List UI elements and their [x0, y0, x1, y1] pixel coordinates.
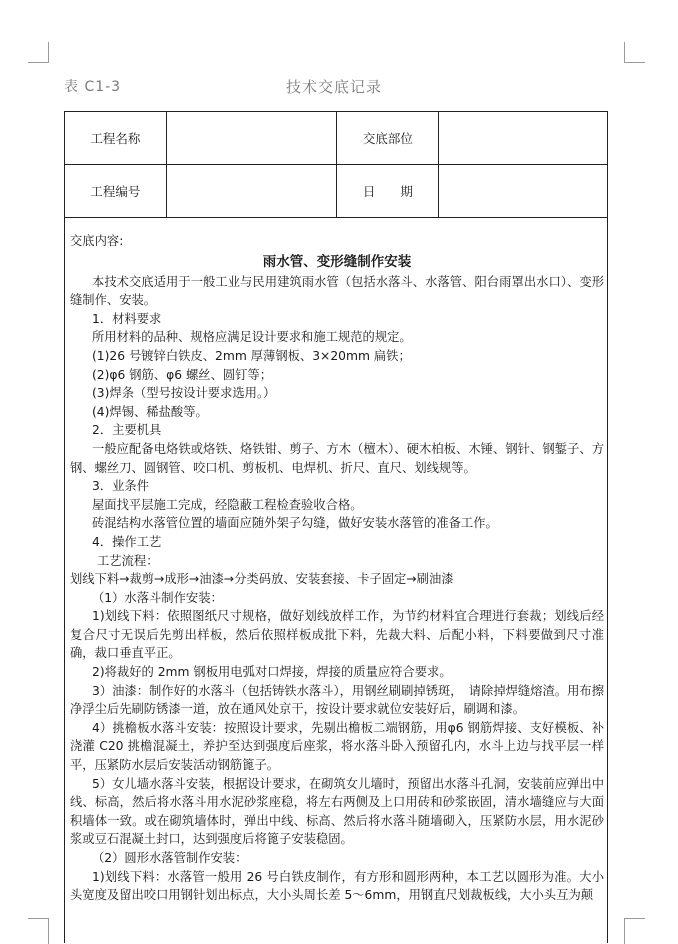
- project-no-value[interactable]: [166, 165, 337, 218]
- procedure-paragraph-5: 5）女儿墙水落斗安装，根据设计要求，在砌筑女儿墙时，预留出水落斗孔洞，安装前应弹出中线、标高，然后将水落斗用水泥砂浆座稳，将左右两侧及上口用砖和砂浆嵌固，清水墙缝应与大面积墙体一致。或在砌筑墙体时，弹出中线、标高、然后将水落斗随墙砌入，压紧防水层，用水泥砂浆或豆石混凝土封口，达到强度后将篦子安装稳固。: [70, 776, 604, 847]
- document-title: 技术交底记录: [286, 78, 383, 96]
- disclosure-content: [70, 232, 604, 905]
- crop-mark-bottom-right: [624, 918, 645, 944]
- date-value[interactable]: [439, 165, 607, 218]
- section-4-title: 4．操作工艺: [92, 534, 162, 549]
- form-number: 表 C1-3: [64, 79, 122, 95]
- info-row-2: [65, 165, 607, 218]
- subsection-2-title: （2）圆形水落管制作安装：: [92, 851, 248, 865]
- section-1-title: 1．材料要求: [92, 311, 162, 326]
- material-item-2: (2)φ6 钢筋、φ6 螺丝、圆钉等；: [92, 367, 273, 382]
- date-label: 日 期: [337, 165, 439, 218]
- info-row-1: [65, 112, 607, 165]
- crop-mark-bottom-left: [28, 918, 49, 944]
- crop-mark-top-left: [28, 42, 49, 63]
- location-label: 交底部位: [337, 112, 439, 165]
- project-name-label: 工程名称: [65, 112, 166, 165]
- tools-paragraph: 一般应配备电烙铁或烙铁、烙铁钳、剪子、方木（檀木）、硬木柏板、木锤、钢针、钢錾子、方钢、螺丝刀、圆钢管、咬口机、剪板机、电焊机、折尺、直尺、划线规等。: [70, 441, 604, 475]
- section-2-title: 2．主要机具: [92, 423, 162, 438]
- subsection-1-title: （1）水落斗制作安装：: [92, 590, 223, 605]
- project-name-value[interactable]: [166, 112, 337, 165]
- procedure-paragraph-4: 4）挑檐板水落斗安装：按照设计要求，先剔出檐板二端钢筋，用φ6 钢筋焊接、支好模板、补浇灌 C20 挑檐混凝土，养护至达到强度后座浆，将水落斗卧入预留孔内，水斗上边与找平层一样平，压紧防水层后安装活动钢筋篦子。: [70, 720, 604, 773]
- condition-text-2: 砖混结构水落管位置的墙面应随外架子勾缝，做好安装水落管的准备工作。: [92, 516, 498, 531]
- procedure-paragraph-3: 3）油漆：制作好的水落斗（包括铸铁水落斗），用钢丝刷刷掉锈斑， 请除掉焊缝熔渣。用布擦净浮尘后先刷防锈漆一道，放在通风处京干，按设计要求就位安装好后，刷调和漆。: [70, 683, 604, 717]
- process-flow-label: 工艺流程：: [97, 553, 159, 568]
- procedure-paragraph-6: 1)划线下料：水落管一般用 26 号白铁皮制作，有方形和圆形两种，本工艺以圆形为准。大小头宽度及留出咬口用钢针划出标点，大小头周长差 5～6mm，用钢直尺划裁板线，大小头互为颠: [70, 869, 604, 903]
- content-heading: 雨水管、变形缝制作安装: [262, 253, 412, 270]
- procedure-paragraph-1: 1)划线下料：依照图纸尺寸规格，做好划线放样工作，为节约材料宜合理进行套裁；划线后经复合尺寸无误后先剪出样板，然后依照样板成批下料，先裁大料、后配小料，下料要做到尺寸准确，裁口垂直平正。: [70, 609, 604, 661]
- material-item-1: (1)26 号镀锌白铁皮、2mm 厚薄钢板、3×20mm 扁铁；: [92, 348, 411, 363]
- project-info-table: [65, 112, 607, 218]
- condition-text-1: 屋面找平层施工完成，经隐蔽工程检查验收合格。: [92, 497, 363, 512]
- intro-paragraph: 本技术交底适用于一般工业与民用建筑雨水管（包括水落斗、水落管、阳台雨罩出水口）、变形缝制作、安装。: [70, 274, 604, 308]
- disclosure-form: [64, 111, 608, 943]
- section-3-title: 3．业条件: [92, 479, 150, 494]
- location-value[interactable]: [439, 112, 607, 165]
- section-1-text: 所用材料的品种、规格应满足设计要求和施工规范的规定。: [92, 330, 412, 345]
- project-no-label: 工程编号: [65, 165, 166, 218]
- content-label: 交底内容:: [70, 234, 124, 248]
- crop-mark-top-right: [624, 42, 645, 63]
- process-flow: 划线下料→裁剪→成形→油漆→分类码放、安装套接、卡子固定→刷油漆: [70, 572, 454, 587]
- material-item-4: (4)焊锡、稀盐酸等。: [92, 404, 208, 419]
- procedure-paragraph-2: 2)将裁好的 2mm 钢板用电弧对口焊接，焊接的质量应符合要求。: [92, 665, 452, 680]
- material-item-3: (3)焊条（型号按设计要求选用。）: [92, 386, 276, 401]
